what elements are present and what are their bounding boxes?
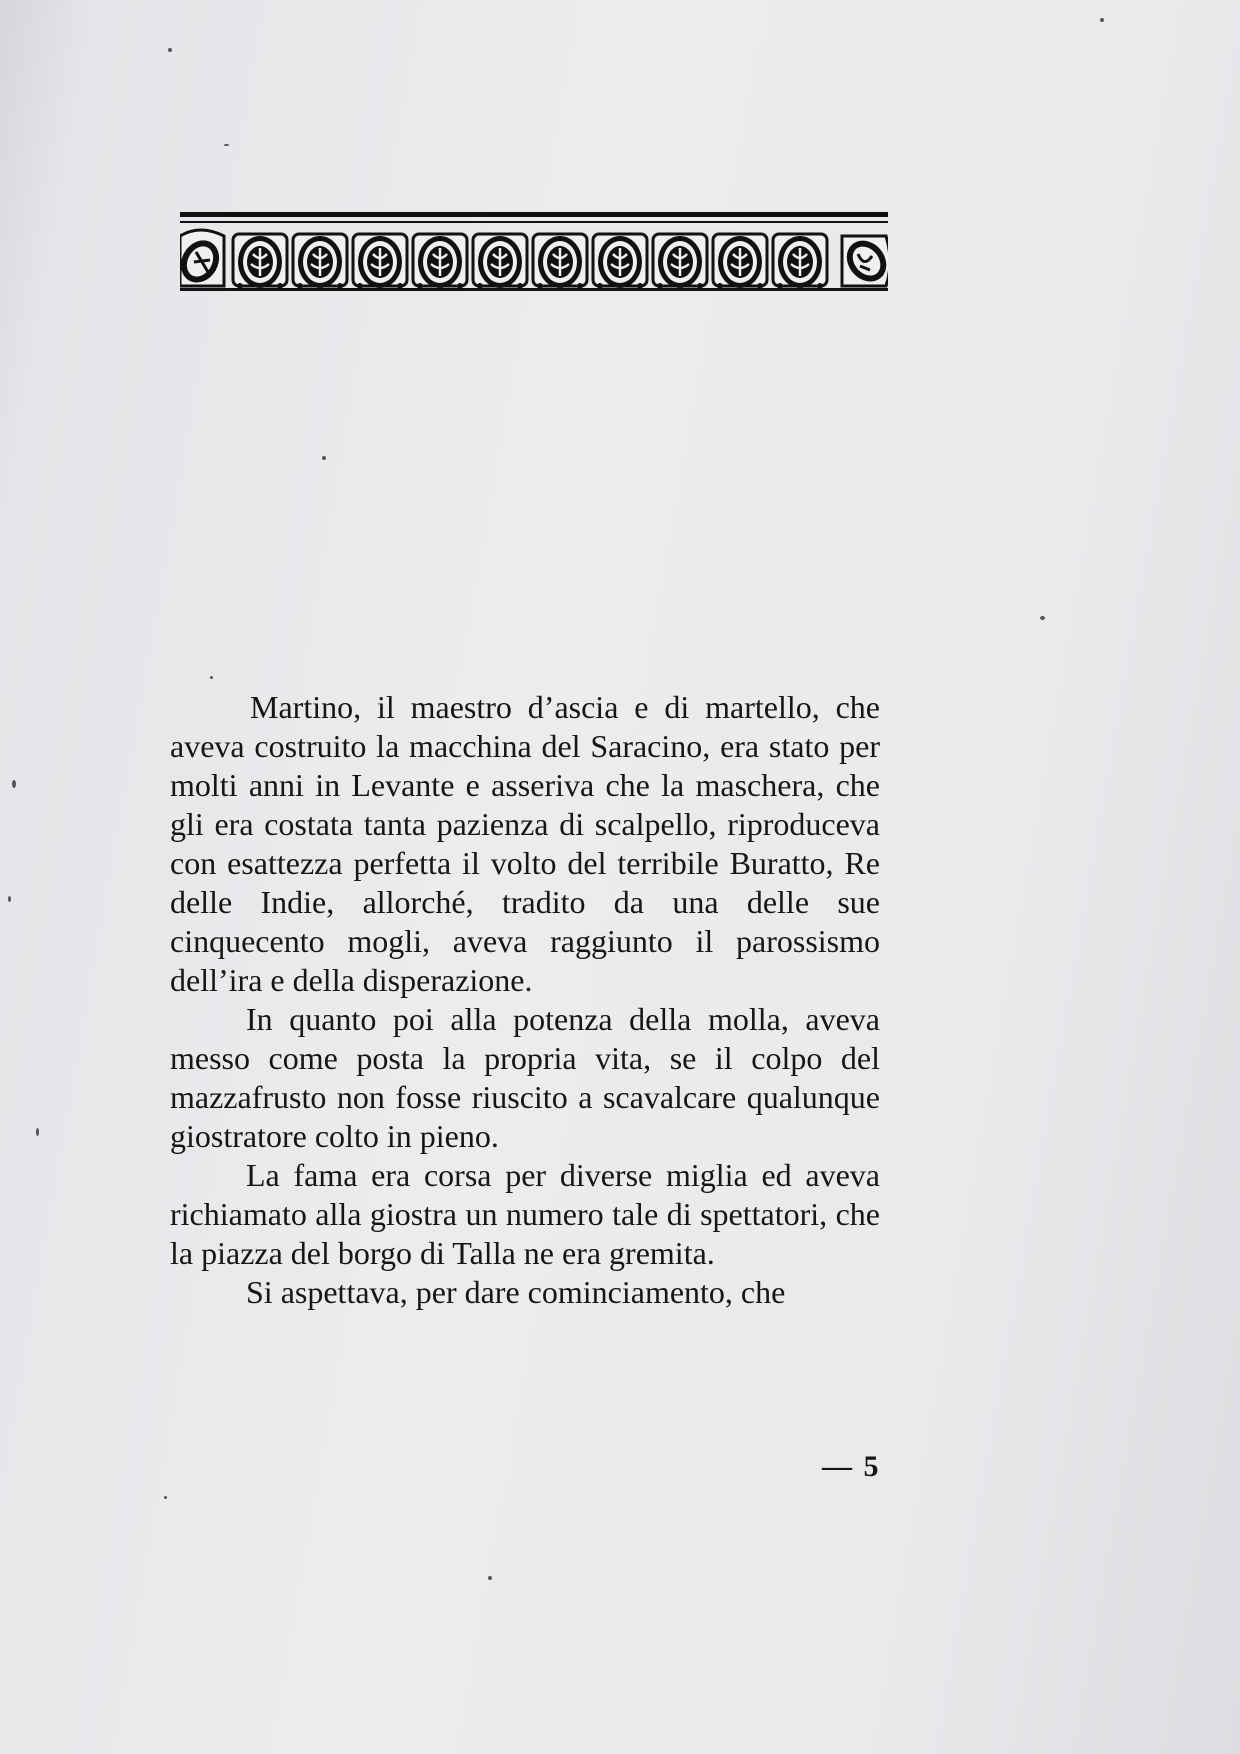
paragraph: In quanto poi alla potenza della molla, aveva messo come posta la propria vita, se il colpo del mazzafrusto non fosse riuscito a scavalcare qualunque giostratore colto in pieno.	[170, 1001, 880, 1154]
paragraph: La fama era corsa per diverse miglia ed aveva richiamato alla giostra un numero tale di spettatori, che la piazza del borgo di Talla ne era gremita.	[170, 1157, 880, 1271]
body-text	[170, 688, 880, 1312]
page-number: — 5	[822, 1450, 881, 1483]
scan-speck	[488, 1576, 492, 1580]
scan-speck	[1040, 616, 1045, 620]
scan-speck	[12, 780, 16, 788]
scan-speck	[224, 144, 229, 146]
scan-speck	[164, 1496, 167, 1499]
scan-speck	[1100, 18, 1104, 22]
scan-speck	[8, 896, 11, 902]
scan-speck	[322, 456, 326, 460]
header-ornament-band	[180, 212, 888, 302]
scan-speck	[210, 676, 213, 679]
scan-speck	[168, 48, 172, 52]
paragraph: Martino, il maestro d’ascia e di martello, che aveva costruito la macchina del Saracino, era stato per molti anni in Levante e asseriva che la maschera, che gli era costata tanta pazienza di scalpello, riproduceva con esattezza perfetta il volto del terribile Buratto, Re delle Indie, allorché, tradito da una delle sue cinquecento mogli, aveva raggiunto il parossismo dell’ira e della disperazione.	[170, 689, 880, 998]
scan-speck	[36, 1128, 39, 1136]
paragraph: Si aspettava, per dare cominciamento, che	[246, 1274, 786, 1310]
